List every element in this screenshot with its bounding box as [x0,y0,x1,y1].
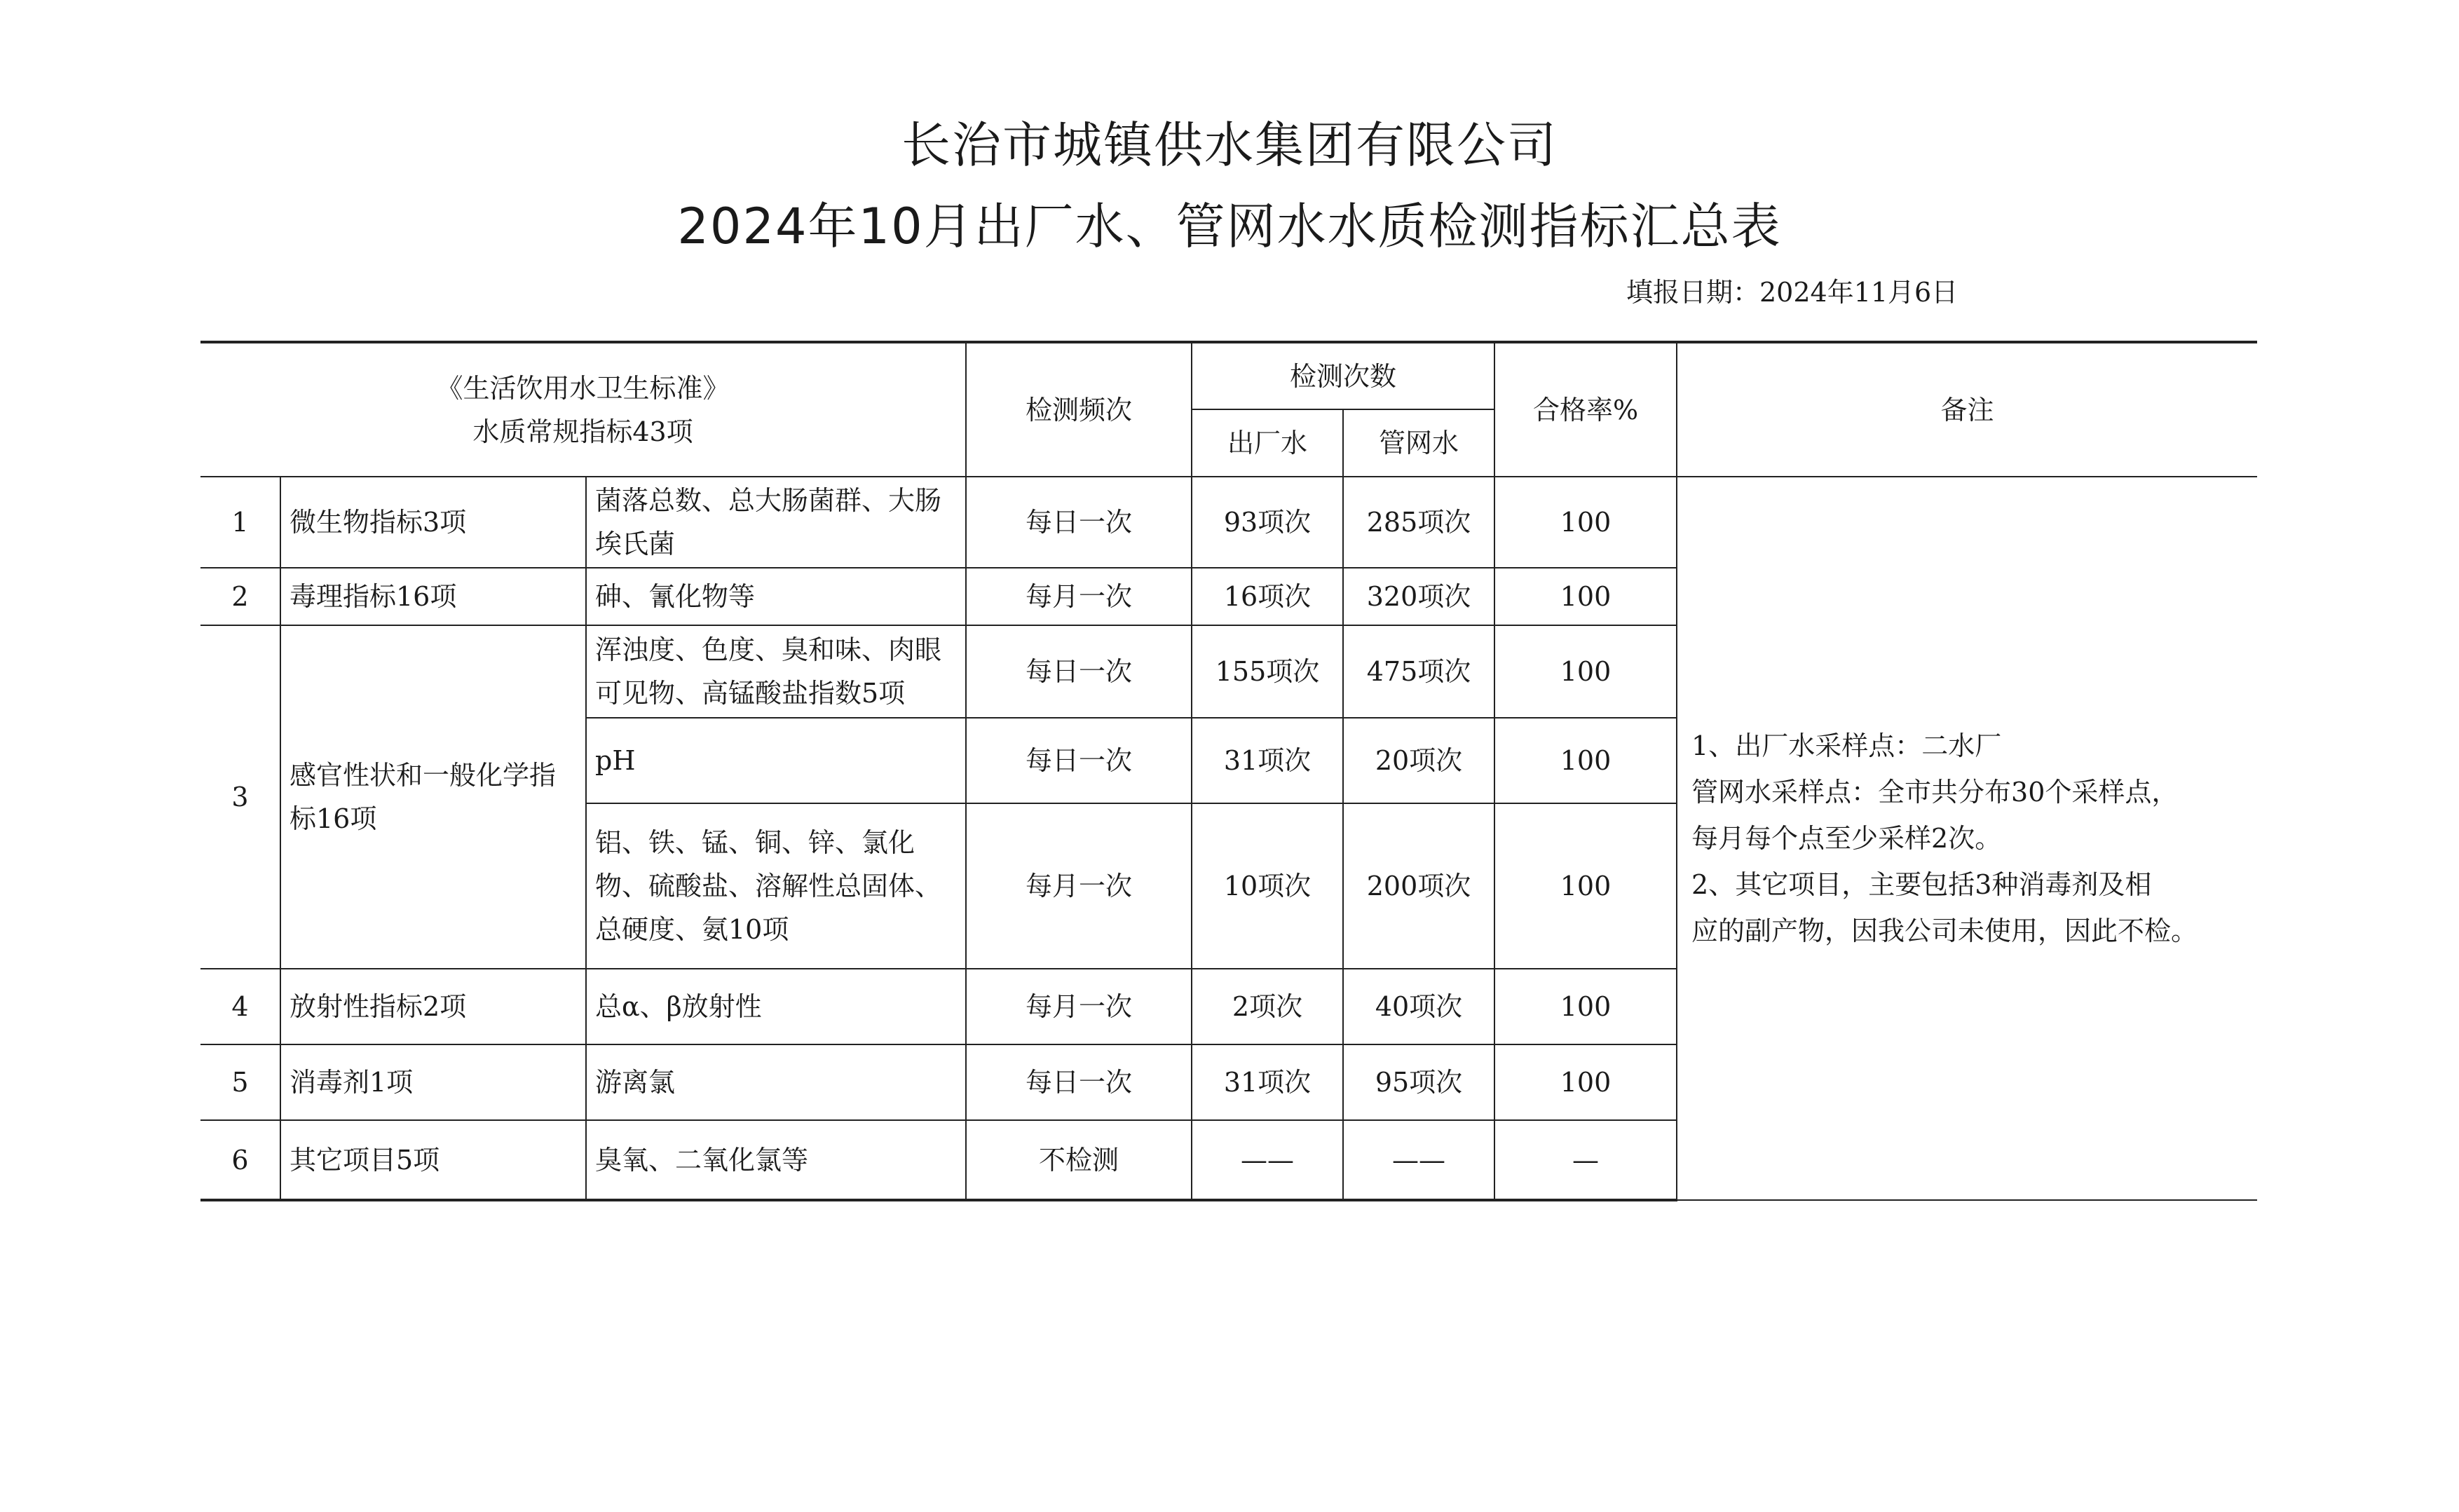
row-number: 6 [200,1120,280,1200]
header-row-1 [200,342,2257,409]
row-network-count: 95项次 [1343,1044,1494,1120]
row-number: 2 [200,568,280,625]
header-remarks: 备注 [1677,342,2257,477]
remarks-cell [1677,477,2257,1200]
header-frequency: 检测频次 [966,342,1192,477]
row-items: 砷、氰化物等 [586,568,966,625]
header-factory-water: 出厂水 [1192,409,1343,477]
row-pass-rate: 100 [1494,803,1677,969]
row-frequency: 每日一次 [966,477,1192,568]
row-factory-count: —— [1192,1120,1343,1200]
row-pass-rate: 100 [1494,477,1677,568]
row-number: 4 [200,969,280,1044]
row-factory-count: 93项次 [1192,477,1343,568]
row-network-count: 20项次 [1343,718,1494,803]
row-number: 1 [200,477,280,568]
row-network-count: 475项次 [1343,625,1494,718]
row-frequency: 每日一次 [966,718,1192,803]
header-counts: 检测次数 [1192,342,1494,409]
row-network-count: 285项次 [1343,477,1494,568]
row-factory-count: 16项次 [1192,568,1343,625]
row-factory-count: 31项次 [1192,1044,1343,1120]
row-pass-rate: 100 [1494,718,1677,803]
row-frequency: 每月一次 [966,803,1192,969]
row-network-count: 200项次 [1343,803,1494,969]
row-pass-rate: — [1494,1120,1677,1200]
row-category: 微生物指标3项 [280,477,586,568]
row-pass-rate: 100 [1494,568,1677,625]
header-pass-rate: 合格率% [1494,342,1677,477]
row-pass-rate: 100 [1494,969,1677,1044]
row-items: 铝、铁、锰、铜、锌、氯化物、硫酸盐、溶解性总固体、总硬度、氨10项 [586,803,966,969]
row-frequency: 每日一次 [966,1044,1192,1120]
row-items: 浑浊度、色度、臭和味、肉眼可见物、高锰酸盐指数5项 [586,625,966,718]
row-network-count: 320项次 [1343,568,1494,625]
remark-line: 2、其它项目，主要包括3种消毒剂及相 [1691,869,2152,900]
row-frequency: 不检测 [966,1120,1192,1200]
row-items: pH [586,718,966,803]
row-factory-count: 10项次 [1192,803,1343,969]
row-factory-count: 31项次 [1192,718,1343,803]
row-frequency: 每日一次 [966,625,1192,718]
header-network-water: 管网水 [1343,409,1494,477]
row-network-count: 40项次 [1343,969,1494,1044]
row-number: 3 [200,625,280,969]
row-category: 其它项目5项 [280,1120,586,1200]
remark-line: 每月每个点至少采样2次。 [1691,823,2002,854]
row-network-count: —— [1343,1120,1494,1200]
row-items: 总α、β放射性 [586,969,966,1044]
row-category: 感官性状和一般化学指标16项 [280,625,586,969]
row-items: 菌落总数、总大肠菌群、大肠埃氏菌 [586,477,966,568]
row-number: 5 [200,1044,280,1120]
document-title: 长治市城镇供水集团有限公司 [901,116,1558,174]
remark-line: 管网水采样点：全市共分布30个采样点， [1691,777,2179,808]
document-subtitle: 2024年10月出厂水、管网水水质检测指标汇总表 [677,198,1782,255]
row-category: 消毒剂1项 [280,1044,586,1120]
row-items: 游离氯 [586,1044,966,1120]
row-pass-rate: 100 [1494,625,1677,718]
remark-line: 应的副产物，因我公司未使用，因此不检。 [1691,915,2198,946]
header-standard [200,342,966,477]
row-factory-count: 2项次 [1192,969,1343,1044]
remark-line: 1、出厂水采样点：二水厂 [1691,730,2002,761]
row-frequency: 每月一次 [966,969,1192,1044]
water-quality-table [200,341,2257,1201]
row-pass-rate: 100 [1494,1044,1677,1120]
header-standard-line1: 《生活饮用水卫生标准》 [436,372,730,404]
header-standard-line2: 水质常规指标43项 [472,416,693,447]
row-category: 放射性指标2项 [280,969,586,1044]
fill-date: 填报日期：2024年11月6日 [1626,277,1959,308]
row-factory-count: 155项次 [1192,625,1343,718]
row-category: 毒理指标16项 [280,568,586,625]
row-frequency: 每月一次 [966,568,1192,625]
table-row [200,477,2257,568]
row-items: 臭氧、二氧化氯等 [586,1120,966,1200]
